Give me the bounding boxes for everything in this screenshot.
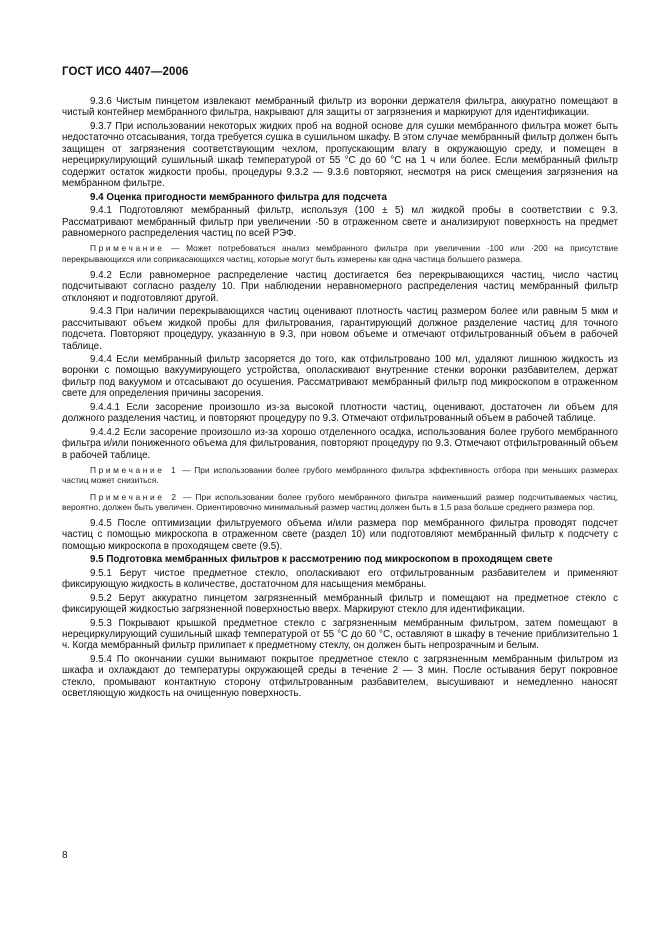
note-label: Примечание 1 (90, 465, 179, 476)
paragraph-9-4-5: 9.4.5 После оптимизации фильтруемого объема и/или размера пор мембранного фильтра проводят подсчет частиц с помощью микроскопа в отраженном свете (раздел 10) или подготовляют мембранный фильтр к подсчету с помощью микроскопа в проходящем свете (9.5). (62, 517, 618, 552)
paragraph-9-3-6: 9.3.6 Чистым пинцетом извлекают мембранный фильтр из воронки держателя фильтра, аккуратно помещают в чистый контейнер мембранного фильтра, накрывают для защиты от загрязнения и маркируют для идентификации. (62, 96, 618, 119)
note-2 (62, 465, 618, 485)
document-body (62, 96, 618, 702)
paragraph-9-4-4: 9.4.4 Если мембранный фильтр засоряется до того, как отфильтровано 100 мл, удаляют лишнюю жидкость из воронки с помощью вакуумирующего устройства, ополаскивают внутренние стенки воронки разбавителем, держат фильтр под вакуумом и отсасывают до осушения. Рассматривают мембранный фильтр под микроскопом в отраженном свете для определения причины засорения. (62, 354, 618, 400)
note-text: — При использовании более грубого мембранного фильтра эффективность отбора при меньших размерах частиц может снизиться. (62, 465, 618, 486)
note-text: — При использовании более грубого мембранного фильтра наименьший размер подсчитываемых частиц, вероятно, должен быть увеличен. Ориентировочно минимальный размер частиц должен быть в 1,5 раза больше среднего размера пор. (62, 491, 618, 512)
paragraph-9-5-2: 9.5.2 Берут аккуратно пинцетом загрязненный мембранный фильтр и помещают на предметное стекло с фиксирующей жидкостью загрязненной поверхностью вверх. Маркируют стекло для идентификации. (62, 592, 618, 616)
document-code-header: ГОСТ ИСО 4407—2006 (62, 66, 189, 78)
section-heading-9-5: 9.5 Подготовка мембранных фильтров к рассмотрению под микроскопом в проходящем свете (90, 554, 553, 566)
note-text: — Может потребоваться анализ мембранного фильтра при увеличении ·100 или ·200 на присутствие перекрывающихся или соприкасающихся частиц, которые могут быть измерены как одна частица большего размера. (62, 243, 618, 264)
note-label: Примечание 2 (90, 491, 179, 502)
section-heading-9-4: 9.4 Оценка пригодности мембранного фильтра для подсчета (90, 191, 387, 203)
paragraph-9-5-4: 9.5.4 По окончании сушки вынимают покрытое предметное стекло с загрязненным мембранным фильтром из шкафа и охлаждают до температуры окружающей среды в течение 2 — 3 мин. После остывания берут покровное стекло, промывают контактную сторону отфильтрованным разбавителем, высушивают и немедленно наносят осветляющую жидкость на очищенную поверхность. (62, 653, 618, 700)
paragraph-9-5-1: 9.5.1 Берут чистое предметное стекло, ополаскивают его отфильтрованным разбавителем и применяют фиксирующую жидкость в количестве, достаточном для насыщения мембраны. (62, 567, 618, 591)
note-1 (62, 243, 618, 263)
page-number: 8 (62, 850, 68, 861)
note-3 (62, 492, 618, 512)
paragraph-9-5-3: 9.5.3 Покрывают крышкой предметное стекло с загрязненным мембранным фильтром, затем помещают в нерециркулирующий сушильный шкаф температурой от 55 °С до 60 °С, оставляют в шкафу в течение приблизительно 1 ч. Когда мембранный фильтр прилипает к предметному стеклу, он должен быть непрозрачным и белым. (62, 617, 618, 652)
paragraph-9-3-7: 9.3.7 При использовании некоторых жидких проб на водной основе для сушки мембранного фильтра может быть недостаточно отсасывания, тогда требуется сушка в сушильном шкафу. В этом случае мембранный фильтр должен быть защищен от загрязнения соответствующим чехлом, пропускающим влагу в окружающую среду, и помещен в нерециркулирующий сушильный шкаф температурой от 55 °С до 60 °С на 1 ч или более. Если мембранный фильтр содержит остаток жидкости пробы, процедуры 9.3.2 — 9.3.6 повторяют, несмотря на риск смещения загрязнения на мембранном фильтре. (62, 120, 618, 190)
paragraph-9-4-3: 9.4.3 При наличии перекрывающихся частиц оценивают плотность частиц размером более или равным 5 мкм и рассчитывают объем жидкой пробы для фильтрования, гарантирующий должное разделение частиц для точного подсчета. Повторяют процедуру, указанную в 9.3, при новом объеме и отмечают отфильтрованный объем в рабочей таблице. (62, 306, 618, 352)
paragraph-9-4-4-2: 9.4.4.2 Если засорение произошло из-за хорошо отделенного осадка, использования более грубого мембранного фильтра и/или пониженного объема для фильтрования, повторяют процедуру по 9.3. Отмечают отфильтрованный объем в рабочей таблице. (62, 426, 618, 461)
paragraph-9-4-2: 9.4.2 Если равномерное распределение частиц достигается без перекрывающихся частиц, число частиц подсчитывают согласно разделу 10. При наблюдении неравномерного распределения частиц мембранный фильтр отклоняют и подготовляют другой. (62, 269, 618, 304)
paragraph-9-4-1: 9.4.1 Подготовляют мембранный фильтр, используя (100 ± 5) мл жидкой пробы в соответствии с 9.3. Рассматривают мембранный фильтр при увеличении ·50 в отраженном свете и анализируют поверхность на предмет равномерного распределения частиц по всей РЭФ. (62, 205, 618, 239)
paragraph-9-4-4-1: 9.4.4.1 Если засорение произошло из-за высокой плотности частиц, оценивают, достаточен ли объем для должного разделения частиц, и повторяют процедуру по 9.3. Отмечают отфильтрованный объем в рабочей таблице. (62, 401, 618, 425)
note-label: Примечание (90, 243, 165, 254)
